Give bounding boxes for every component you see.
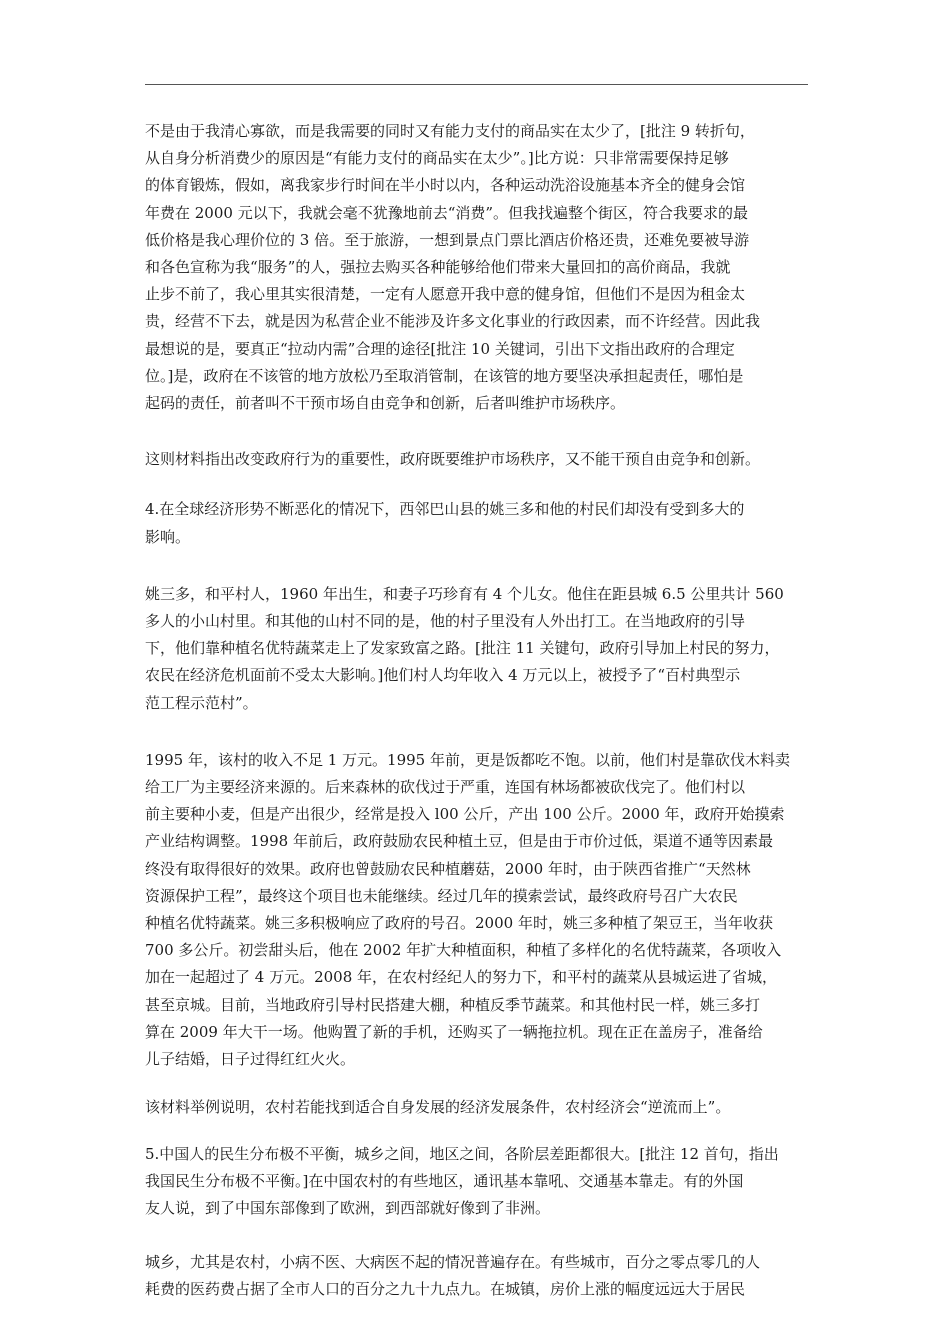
paragraph-item-5-intro: 5.中国人的民生分布极不平衡，城乡之间，地区之间，各阶层差距都很大。[批注 12 首句，指出 我国民生分布极不平衡。]在中国农村的有些地区，通讯基本靠吼、交通基本靠走。有的外国 友人说，到了中国东部像到了欧洲，到西部就好像到了非洲。 <box>145 1144 779 1217</box>
paragraph-consumption-commentary: 不是由于我清心寡欲，而是我需要的同时又有能力支付的商品实在太少了，[批注 9 转折句， 从自身分析消费少的原因是“有能力支付的商品实在太少”。]比方说：只非常需要保持足够 的体育锻炼，假如，离我家步行时间在半小时以内，各种运动洗浴设施基本齐全的健身会馆 年费在 2000 元以下，我就会毫不犹豫地前去“消费”。但我找遍整个街区，符合我要求的最 低价格是我心理价位的 3 倍。至于旅游，一想到景点门票比酒店价格还贵，还难免要被导游 和各色宣称为我“服务”的人，强拉去购买各种能够给他们带来大量回扣的高价商品，我就 止步不前了，我心里其实很清楚，一定有人愿意开我中意的健身馆，但他们不是因为租金太 贵，经营不下去，就是因为私营企业不能涉及许多文化事业的行政因素，而不许经营。因此我 最想说的是，要真正“拉动内需”合理的途径[批注 10 关键词，引出下文指出政府的合理定 位。]是，政府在不该管的地方放松乃至取消管制，在该管的地方要坚决承担起责任，哪怕是 起码的责任，前者叫不干预市场自由竞争和创新，后者叫维护市场秩序。 <box>145 122 761 413</box>
header-rule <box>145 84 808 85</box>
document-body <box>145 118 817 1304</box>
paragraph-government-summary: 这则材料指出改变政府行为的重要性，政府既要维护市场秩序，又不能干预自由竞争和创新。 <box>145 450 761 469</box>
paragraph-yao-sanduo-profile: 姚三多，和平村人，1960 年出生，和妻子巧珍育有 4 个儿女。他住在距县城 6.5 公里共计 560 多人的小山村里。和其他的山村不同的是，他的村子里没有人外出打工。在当地政府的引导 下，他们靠种植名优特蔬菜走上了发家致富之路。[批注 11 关键句，政府引导加上村民的努力， 农民在经济危机面前不受太大影响。]他们村人均年收入 4 万元以上，被授予了“百村典型示 范工程示范村”。 <box>145 584 784 712</box>
paragraph-item-4-intro: 4.在全球经济形势不断恶化的情况下，西邻巴山县的姚三多和他的村民们却没有受到多大的 影响。 <box>145 500 745 546</box>
paragraph-village-history: 1995 年，该村的收入不足 1 万元。1995 年前，更是饭都吃不饱。以前，他们村是靠砍伐木料卖 给工厂为主要经济来源的。后来森林的砍伐过于严重，连国有林场都被砍伐完了。他们村以 前主要种小麦，但是产出很少，经常是投入 l00 公斤，产出 100 公斤。2000 年，政府开始摸索 产业结构调整。1998 年前后，政府鼓励农民种植土豆，但是由于市价过低，渠道不通等因素最 终没有取得很好的效果。政府也曾鼓励农民种植蘑菇，2000 年时，由于陕西省推广“天然林 资源保护工程”，最终这个项目也未能继续。经过几年的摸索尝试，最终政府号召广大农民 种植名优特蔬菜。姚三多积极响应了政府的号召。2000 年时，姚三多种植了架豆王，当年收获 700 多公斤。初尝甜头后，他在 2002 年扩大种植面积，种植了多样化的名优特蔬菜，各项收入 加在一起超过了 4 万元。2008 年，在农村经纪人的努力下，和平村的蔬菜从县城运进了省城， 甚至京城。目前，当地政府引导村民搭建大棚，种植反季节蔬菜。和其他村民一样，姚三多打 算在 2009 年大干一场。他购置了新的手机，还购买了一辆拖拉机。现在正在盖房子，准备给 儿子结婚，日子过得红红火火。 <box>145 750 790 1069</box>
paragraph-healthcare-housing: 城乡，尤其是农村，小病不医、大病医不起的情况普遍存在。有些城市，百分之零点零几的人 耗费的医药费占据了全市人口的百分之九十九点九。在城镇，房价上涨的幅度远远大于居民 <box>145 1253 761 1299</box>
paragraph-rural-summary: 该材料举例说明，农村若能找到适合自身发展的经济发展条件，农村经济会“逆流而上”。 <box>145 1098 731 1117</box>
